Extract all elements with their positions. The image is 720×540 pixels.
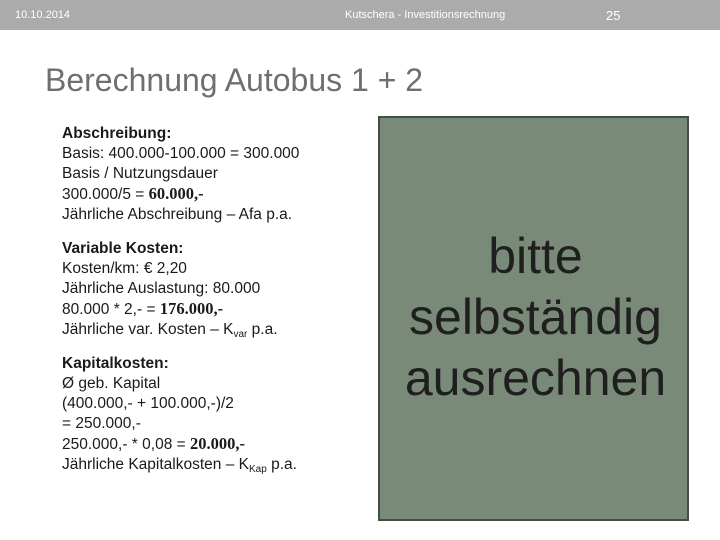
capital-costs-formula: 250.000,- * 0,08 =: [62, 436, 190, 453]
exercise-box-text: [380, 226, 691, 409]
capital-costs-heading: Kapitalkosten:: [62, 355, 169, 372]
variable-costs-heading: Variable Kosten:: [62, 240, 184, 257]
exercise-line-2: selbständig: [409, 289, 662, 345]
slide-footer-title: Kutschera - Investitionsrechnung: [345, 9, 506, 21]
variable-costs-suffix: p.a.: [247, 321, 278, 338]
header-bar: [0, 0, 720, 30]
capital-costs-section: [62, 354, 367, 475]
calculation-text: [62, 124, 367, 475]
capital-costs-subscript: Kap: [248, 464, 267, 475]
exercise-line-1: bitte: [488, 228, 583, 284]
abschreibung-line-4: Jährliche Abschreibung – Afa p.a.: [62, 206, 293, 223]
capital-costs-line-2: (400.000,- + 100.000,-)/2: [62, 395, 234, 412]
page-number: 25: [606, 8, 621, 23]
variable-costs-result: 176.000,-: [159, 299, 224, 318]
variable-costs-subscript: var: [233, 329, 248, 340]
abschreibung-result: 60.000,-: [148, 184, 204, 203]
capital-costs-line-4: [62, 434, 367, 455]
variable-costs-line-1: Kosten/km: € 2,20: [62, 260, 187, 277]
capital-costs-result: 20.000,-: [189, 434, 245, 453]
abschreibung-line-3: [62, 184, 367, 205]
slide-title: Berechnung Autobus 1 + 2: [45, 62, 424, 98]
capital-costs-label: Jährliche Kapitalkosten – K: [62, 456, 249, 473]
variable-costs-line-2: Jährliche Auslastung: 80.000: [62, 280, 261, 297]
abschreibung-line-1: Basis: 400.000-100.000 = 300.000: [62, 145, 300, 162]
slide-date: 10.10.2014: [15, 9, 71, 21]
abschreibung-heading: Abschreibung:: [62, 125, 172, 142]
capital-costs-suffix: p.a.: [266, 456, 297, 473]
variable-costs-section: [62, 239, 367, 340]
exercise-line-3: ausrechnen: [404, 350, 667, 406]
variable-costs-formula: 80.000 * 2,- =: [62, 301, 160, 318]
capital-costs-line-3: = 250.000,-: [62, 415, 141, 432]
exercise-box: [378, 116, 689, 521]
variable-costs-line-4: [62, 320, 367, 340]
capital-costs-line-1: Ø geb. Kapital: [62, 375, 161, 392]
abschreibung-formula: 300.000/5 =: [62, 186, 149, 203]
capital-costs-line-5: [62, 455, 367, 475]
variable-costs-line-3: [62, 299, 367, 320]
abschreibung-line-2: Basis / Nutzungsdauer: [62, 165, 218, 182]
variable-costs-label: Jährliche var. Kosten – K: [62, 321, 234, 338]
abschreibung-section: [62, 124, 367, 225]
